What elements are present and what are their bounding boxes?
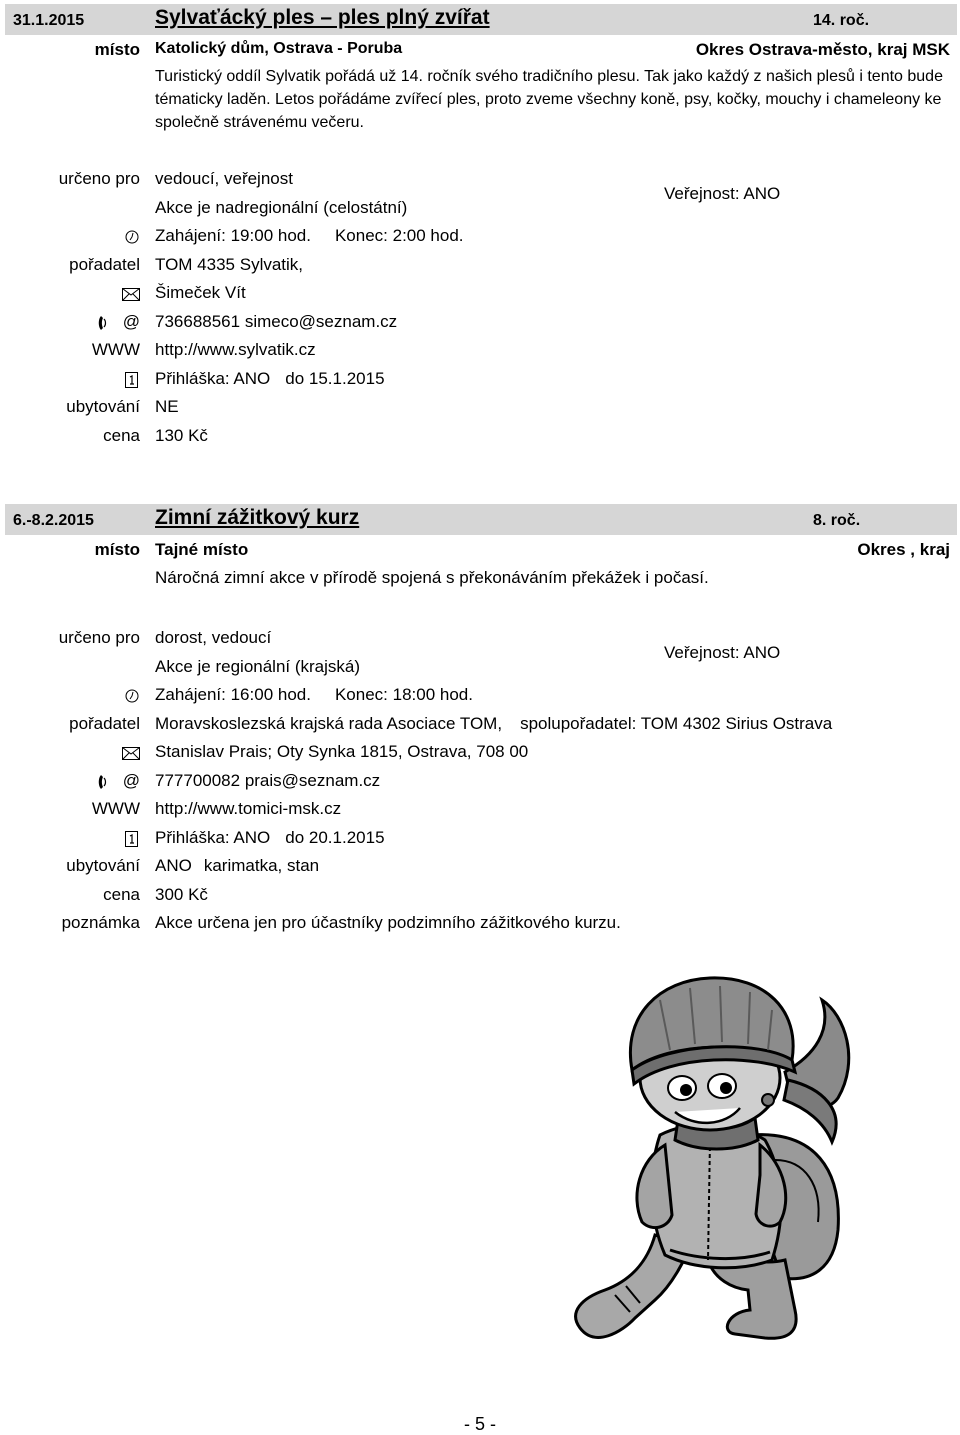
event-title[interactable]: Zimní zážitkový kurz <box>155 506 360 529</box>
note-value: Akce určena jen pro účastníky podzimního zážitkového kurzu. <box>155 913 621 932</box>
phone-email-row <box>0 771 960 797</box>
lodging-value: NE <box>155 397 179 416</box>
scope-value: Akce je nadregionální (celostátní) <box>155 198 408 217</box>
scope-value: Akce je regionální (krajská) <box>155 657 361 676</box>
registration-row <box>0 369 960 395</box>
form-icon <box>125 372 138 388</box>
registration-row <box>0 828 960 854</box>
organizer-value: Moravskoslezská krajská rada Asociace TOM, <box>155 714 503 733</box>
lodging-row <box>0 856 960 882</box>
event-header <box>5 4 957 35</box>
phone-icon <box>98 315 110 331</box>
clock-icon <box>125 689 139 703</box>
audience-value: dorost, vedoucí <box>155 628 272 647</box>
event-volume: 8. roč. <box>813 512 861 529</box>
phone-email-value[interactable]: 777700082 prais@seznam.cz <box>155 771 381 790</box>
phone-email-value[interactable]: 736688561 simeco@seznam.cz <box>155 312 398 331</box>
price-label: cena <box>103 426 140 445</box>
price-row <box>0 426 960 452</box>
lodging-value: ANO <box>155 856 192 875</box>
form-icon <box>125 831 138 847</box>
www-row <box>0 799 960 825</box>
lodging-row <box>0 397 960 423</box>
time-row <box>0 226 960 252</box>
audience-label: určeno pro <box>58 628 140 647</box>
mail-icon <box>122 288 140 301</box>
organizer-value: TOM 4335 Sylvatik, <box>155 255 304 274</box>
event-title[interactable]: Sylvaťácký ples – ples plný zvířat <box>155 6 490 29</box>
registration-deadline: do 20.1.2015 <box>285 828 385 847</box>
event-header <box>5 504 957 535</box>
place-label: místo <box>94 40 140 59</box>
event-volume: 14. roč. <box>813 12 870 29</box>
www-link[interactable]: http://www.sylvatik.cz <box>155 340 316 359</box>
end-time: Konec: 18:00 hod. <box>334 685 473 704</box>
www-row <box>0 340 960 366</box>
lodging-label: ubytování <box>66 397 140 416</box>
organizer-label: pořadatel <box>69 255 140 274</box>
lodging-label: ubytování <box>66 856 140 875</box>
audience-row <box>0 169 960 195</box>
event-date: 6.-8.2.2015 <box>13 512 94 529</box>
mail-icon <box>122 747 140 760</box>
region-value: Okres Ostrava-město, kraj MSK <box>695 40 950 59</box>
scope-row <box>0 198 960 224</box>
price-row <box>0 885 960 911</box>
start-time: Zahájení: 19:00 hod. <box>155 226 311 245</box>
place-row <box>0 40 960 66</box>
price-value: 130 Kč <box>155 426 208 445</box>
public-value: Veřejnost: ANO <box>664 184 781 203</box>
organizer-label: pořadatel <box>69 714 140 733</box>
place-label: místo <box>94 540 140 559</box>
contact-row <box>0 283 960 309</box>
organizer-row <box>0 255 960 281</box>
www-label: WWW <box>91 799 140 818</box>
event-description: Turistický oddíl Sylvatik pořádá už 14. ročník svého tradičního plesu. Tak jako každý z našich plesů i tento bude tématicky laděn. Letos pořádáme zvířecí ples, proto zveme všechny koně, psy, kočky, mouchy i chameleony ke společně strávenému večeru. <box>155 68 943 131</box>
registration-value: Přihláška: ANO <box>155 369 271 388</box>
co-organizer-value: spolupořadatel: TOM 4302 Sirius Ostrava <box>520 714 833 733</box>
phone-icon <box>98 774 110 790</box>
email-label: @ <box>122 312 140 331</box>
contact-value: Stanislav Prais; Oty Synka 1815, Ostrava, 708 00 <box>155 742 529 761</box>
price-value: 300 Kč <box>155 885 208 904</box>
place-row <box>0 540 960 566</box>
audience-row <box>0 628 960 654</box>
www-link[interactable]: http://www.tomici-msk.cz <box>155 799 342 818</box>
note-label: poznámka <box>61 913 140 932</box>
start-time: Zahájení: 16:00 hod. <box>155 685 311 704</box>
page-number: - 5 - <box>463 1414 496 1434</box>
event-date: 31.1.2015 <box>13 12 85 29</box>
email-label: @ <box>122 771 140 790</box>
region-value: Okres , kraj <box>857 540 950 559</box>
public-value: Veřejnost: ANO <box>664 643 781 662</box>
audience-label: určeno pro <box>58 169 140 188</box>
time-row <box>0 685 960 711</box>
place-value: Tajné místo <box>155 540 249 559</box>
organizer-row <box>0 714 960 740</box>
phone-email-row <box>0 312 960 338</box>
contact-row <box>0 742 960 768</box>
end-time: Konec: 2:00 hod. <box>334 226 464 245</box>
registration-deadline: do 15.1.2015 <box>285 369 385 388</box>
contact-value: Šimeček Vít <box>155 283 246 302</box>
www-label: WWW <box>91 340 140 359</box>
note-row <box>0 913 960 939</box>
scope-row <box>0 657 960 683</box>
place-value: Katolický dům, Ostrava - Poruba <box>155 40 403 57</box>
registration-value: Přihláška: ANO <box>155 828 271 847</box>
clock-icon <box>125 230 139 244</box>
lodging-note: karimatka, stan <box>203 856 320 875</box>
event-description: Náročná zimní akce v přírodě spojená s překonáváním překážek i počasí. <box>155 568 709 587</box>
price-label: cena <box>103 885 140 904</box>
audience-value: vedoucí, veřejnost <box>155 169 293 188</box>
hiker-clipart-image <box>560 960 870 1385</box>
